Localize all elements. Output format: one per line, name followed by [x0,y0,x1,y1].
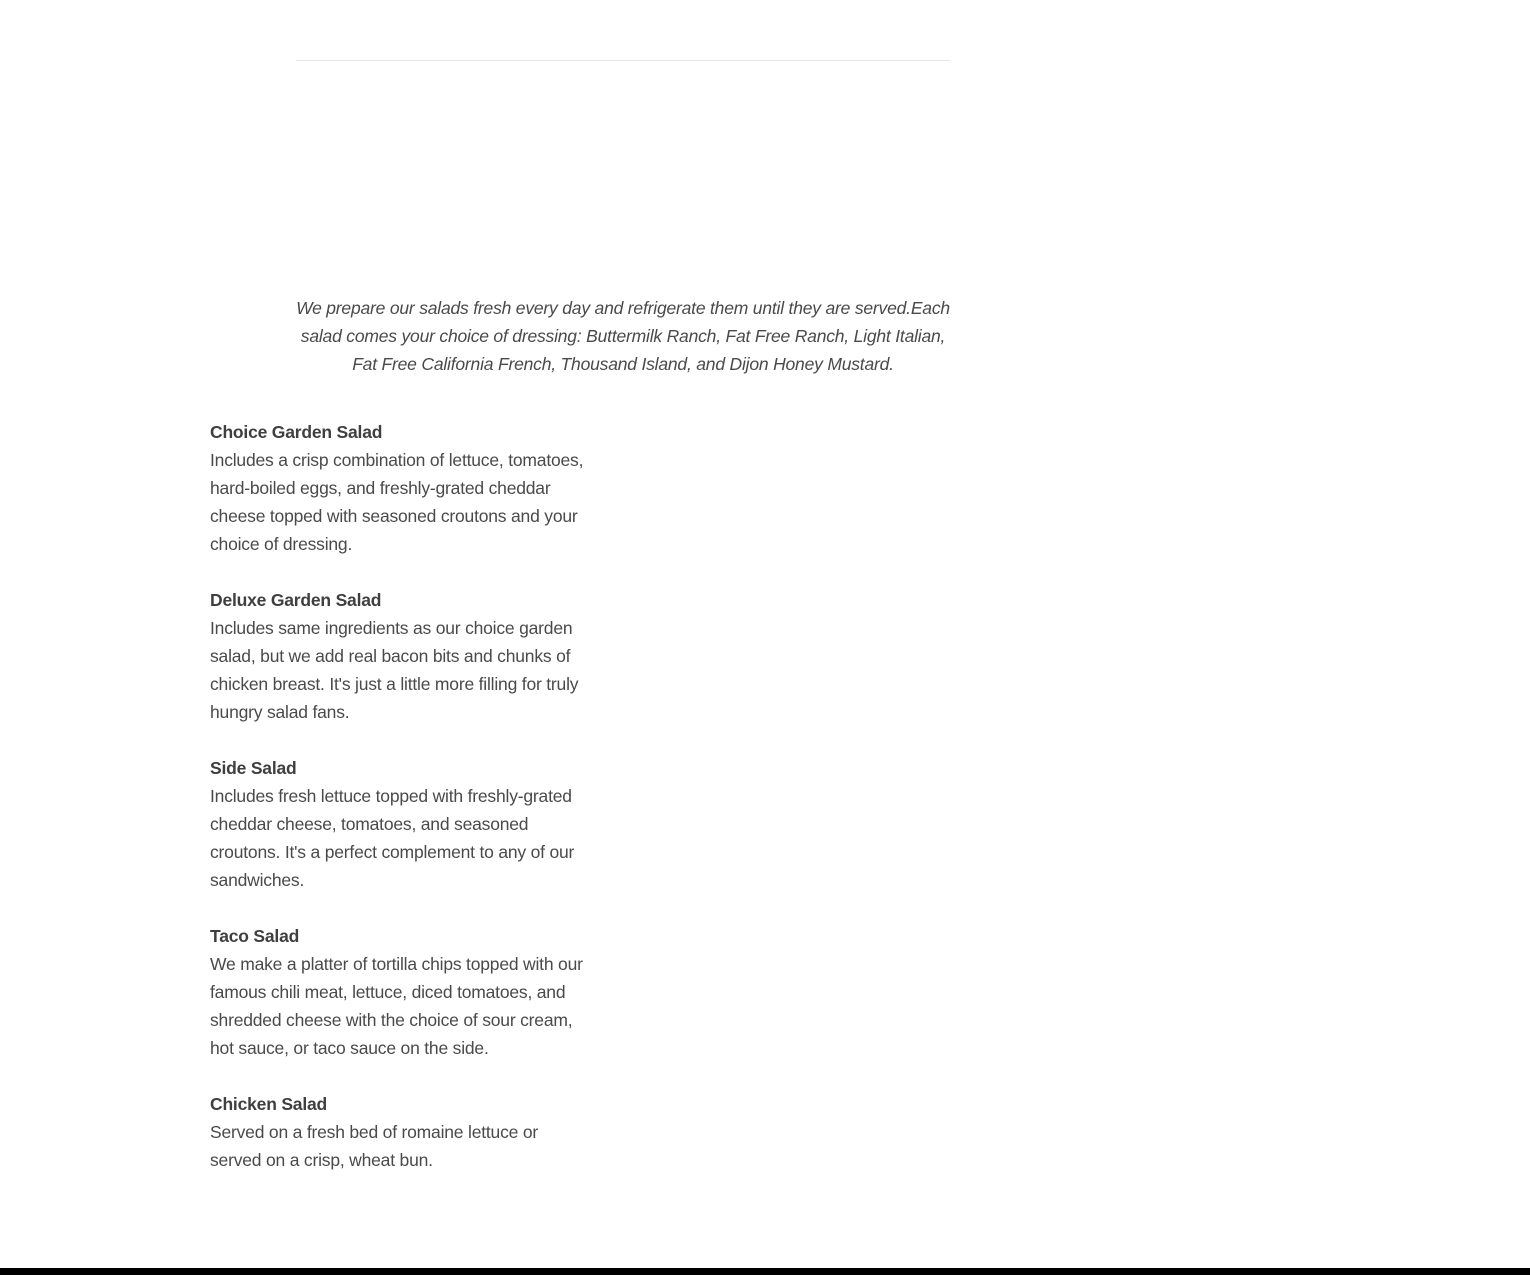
menu-item-description: Includes fresh lettuce topped with freshly-grated cheddar cheese, tomatoes, and seasoned croutons. It's a perfect complement to any of our sandwiches. [210,786,575,890]
salad-intro-text: We prepare our salads fresh every day and refrigerate them until they are served.Each salad comes your choice of dressing: Buttermilk Ranch, Fat Free Ranch, Light Italian, Fat Free California French, Thousand Island, and Dijon Honey Mustard. [296,298,950,374]
menu-item-name: Side Salad [210,758,297,778]
section-divider [296,60,950,61]
menu-item-name: Choice Garden Salad [210,422,383,442]
menu-item-description: Served on a fresh bed of romaine lettuce or served on a crisp, wheat bun. [210,1122,538,1170]
menu-item [210,586,590,726]
menu-item [210,922,590,1062]
footer-bar [0,1268,1530,1275]
menu-item [210,754,590,894]
menu-item-description: Includes a crisp combination of lettuce, tomatoes, hard-boiled eggs, and freshly-grated cheddar cheese topped with seasoned croutons and your choice of dressing. [210,450,584,554]
menu-item-name: Taco Salad [210,926,300,946]
menu-item-description: We make a platter of tortilla chips topped with our famous chili meat, lettuce, diced tomatoes, and shredded cheese with the choice of sour cream, hot sauce, or taco sauce on the side. [210,954,583,1058]
salad-menu-list [210,418,590,1202]
menu-item [210,1090,590,1174]
menu-item-name: Deluxe Garden Salad [210,590,382,610]
menu-item [210,418,590,558]
menu-item-name: Chicken Salad [210,1094,328,1114]
menu-item-description: Includes same ingredients as our choice garden salad, but we add real bacon bits and chunks of chicken breast. It's just a little more filling for truly hungry salad fans. [210,618,579,722]
